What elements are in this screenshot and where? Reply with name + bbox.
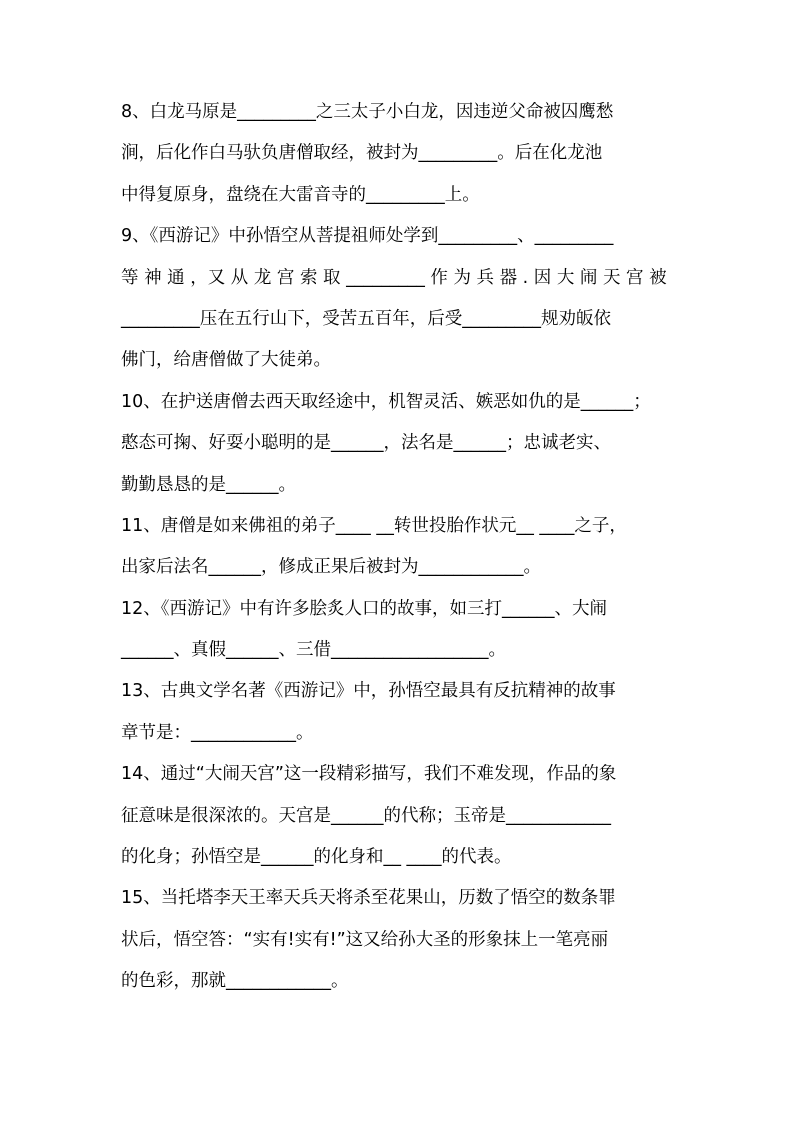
question-15 — [121, 878, 681, 1002]
question-line: 涧，后化作白马驮负唐僧取经，被封为_________。后在化龙池 — [121, 143, 603, 164]
question-line: 15、当托塔李天王率天兵天将杀至花果山，历数了悟空的数条罪 — [121, 888, 616, 909]
question-10 — [121, 382, 681, 506]
question-line: 憨态可掬、好耍小聪明的是______，法名是______；忠诚老实、 — [121, 433, 611, 454]
question-line: 状后，悟空答：“实有!实有!”这又给孙大圣的形象抹上一笔亮丽 — [121, 929, 609, 950]
worksheet-body — [121, 92, 681, 1003]
question-line: 12、《西游记》中有许多脍炙人口的故事，如三打______、大闹 — [121, 598, 608, 619]
question-line: 9、《西游记》中孙悟空从菩提祖师处学到_________、_________ — [121, 226, 614, 247]
question-14 — [121, 754, 681, 878]
question-line: 出家后法名______，修成正果后被封为____________。 — [121, 557, 541, 578]
question-line: 的色彩，那就____________。 — [121, 971, 349, 992]
question-line: 13、古典文学名著《西游记》中，孙悟空最具有反抗精神的故事 — [121, 681, 616, 702]
question-line: 勤勤恳恳的是______。 — [121, 474, 296, 495]
question-11 — [121, 506, 681, 589]
question-12 — [121, 589, 681, 672]
question-line: ______、真假______、三借__________________。 — [121, 640, 506, 661]
question-8 — [121, 92, 681, 216]
question-9 — [121, 216, 681, 382]
question-line: 14、通过“大闹天宫”这一段精彩描写，我们不难发现，作品的象 — [121, 764, 617, 785]
question-line: 等 神 通 ，又 从 龙 宫 索 取 _________ 作 为 兵 器 . 因 大 闹 天 宫 被 — [121, 267, 667, 288]
question-line: 佛门，给唐僧做了大徒弟。 — [121, 350, 331, 371]
question-line: 10、在护送唐僧去西天取经途中，机智灵活、嫉恶如仇的是______； — [121, 391, 651, 412]
question-line: _________压在五行山下，受苦五百年，后受_________规劝皈依 — [121, 308, 611, 329]
question-line: 8、白龙马原是_________之三太子小白龙，因违逆父命被囚鹰愁 — [121, 102, 614, 122]
question-line: 中得复原身，盘绕在大雷音寺的_________上。 — [121, 184, 480, 205]
question-13 — [121, 671, 681, 754]
question-line: 的化身；孙悟空是______的化身和__ ____的代表。 — [121, 847, 512, 868]
question-line: 11、唐僧是如来佛祖的弟子____ __转世投胎作状元__ ____之子， — [121, 515, 627, 536]
question-line: 章节是：____________。 — [121, 722, 314, 743]
question-line: 征意味是很深浓的。天宫是______的代称；玉帝是____________ — [121, 805, 611, 826]
